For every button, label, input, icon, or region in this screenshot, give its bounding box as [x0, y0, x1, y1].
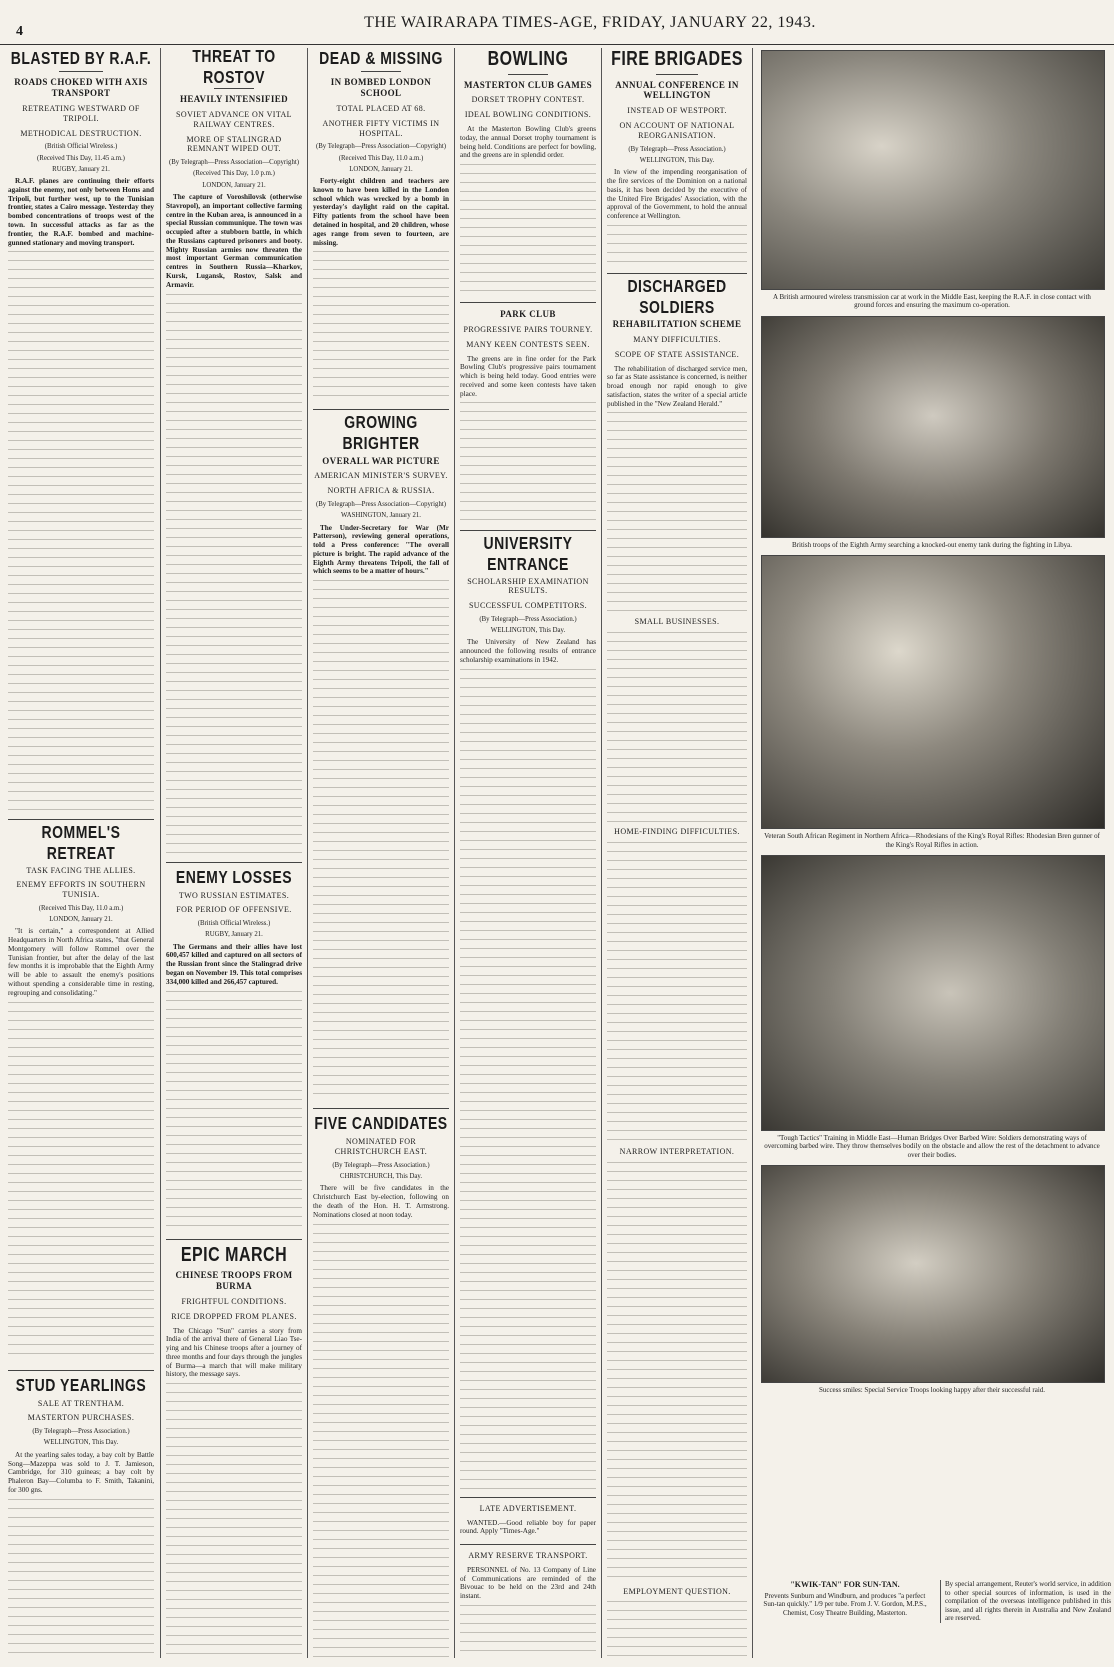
subheading-narrow-interpretation: NARROW INTERPRETATION. — [619, 1146, 735, 1156]
subheading: CHINESE TROOPS FROM BURMA — [175, 1270, 293, 1292]
headline-university-entrance: UNIVERSITY ENTRANCE — [483, 533, 573, 575]
notice-text: PERSONNEL of No. 13 Company of Line of Communications are reminded of the Bivouac to be held on the 23rd and 24th instant. — [460, 1565, 596, 1601]
headline-park-club: PARK CLUB — [500, 309, 556, 320]
divider — [8, 819, 154, 820]
notice-text: By special arrangement, Reuter's world service, in addition to other special sources of information, is used in the compilation of the overseas intelligence published in this issue, and all rights therein in Australia and New Zealand are reserved. — [945, 1580, 1111, 1623]
byline: (Received This Day, 11.45 a.m.) — [37, 154, 125, 162]
divider — [460, 302, 596, 303]
photo-barbed-wire-training — [761, 855, 1105, 1131]
ad-title: "KWIK-TAN" FOR SUN-TAN. — [790, 1580, 900, 1589]
subheading: TWO RUSSIAN ESTIMATES. — [178, 890, 290, 900]
divider — [508, 74, 549, 75]
subheading: FRIGHTFUL CONDITIONS. — [181, 1297, 287, 1307]
byline: (By Telegraph—Press Association.) — [479, 615, 577, 623]
subheading: NORTH AFRICA & RUSSIA. — [327, 486, 435, 496]
article-body-text — [607, 842, 747, 1142]
byline: (By Telegraph—Press Association—Copyright) — [168, 159, 300, 167]
article-body-text — [607, 1162, 747, 1582]
column-1 — [8, 48, 154, 1658]
photo-caption: Veteran South African Regiment in Northern Africa—Rhodesians of the King's Royal Rifles: Rhodesian Bren gunner of the King's Royal Rifles in action. — [764, 832, 1100, 849]
subheading: IDEAL BOWLING CONDITIONS. — [464, 110, 592, 120]
reuters-notice — [940, 1580, 1111, 1623]
subheading: ANOTHER FIFTY VICTIMS IN HOSPITAL. — [322, 118, 440, 138]
dateline: CHRISTCHURCH, This Day. — [339, 1173, 423, 1181]
headline-late-advertisement: LATE ADVERTISEMENT. — [479, 1503, 577, 1513]
subheading: ROADS CHOKED WITH AXIS TRANSPORT — [14, 77, 148, 99]
photo-column — [758, 48, 1106, 1660]
column-rule — [307, 48, 308, 1658]
divider — [460, 1497, 596, 1498]
dateline: LONDON, January 21. — [202, 181, 266, 189]
headline-discharged-soldiers: DISCHARGED SOLDIERS — [627, 275, 727, 318]
dateline: LONDON, January 21. — [49, 916, 113, 924]
subheading: ANNUAL CONFERENCE IN WELLINGTON — [615, 79, 739, 101]
byline: (By Telegraph—Press Association—Copyright) — [315, 500, 447, 508]
subheading: METHODICAL DESTRUCTION. — [20, 128, 142, 138]
article-body-text — [607, 225, 747, 265]
divider — [460, 530, 596, 531]
article-body-text — [8, 1499, 154, 1658]
photo-caption: British troops of the Eighth Army searching a knocked-out enemy tank during the fighting in Libya. — [792, 540, 1072, 549]
photo-special-service-troops — [761, 1165, 1105, 1383]
masthead — [0, 0, 1114, 45]
article-lead: "It is certain," a correspondent at Allied Headquarters in North Africa states, "that General Montgomery will follow Rommel over the Tunisian frontier, but after the delay of the last few months it is improbable that the Eighth Army will be able to assault the enemy's positions without spending a considerable time in resting, regrouping and consolidating." — [8, 927, 154, 997]
article-lead: The greens are in fine order for the Park Bowling Club's progressive pairs tournament which is being held today. Good entries were received and some keen contests have taken place. — [460, 354, 596, 398]
headline-blasted-by-raf: BLASTED BY R.A.F. — [10, 48, 152, 68]
headline-enemy-losses: ENEMY LOSSES — [175, 866, 293, 887]
divider — [313, 409, 449, 410]
article-body-text — [607, 412, 747, 612]
article-lead: The Under-Secretary for War (Mr Patterson), reviewing general operations, told a Press conference: "The overall picture is bright. The rapid advance of the Eighth Army threatens Tripoli, the fall of which seems to be a matter of hours." — [313, 523, 449, 576]
byline: (By Telegraph—Press Association.) — [628, 145, 726, 153]
subheading: ON ACCOUNT OF NATIONAL REORGANISATION. — [619, 121, 735, 140]
headline-five-candidates: FIVE CANDIDATES — [314, 1113, 448, 1134]
divider — [59, 71, 103, 72]
divider — [8, 1370, 154, 1371]
column-rule — [160, 48, 161, 1658]
subheading: IN BOMBED LONDON SCHOOL — [330, 77, 432, 99]
subheading: RETREATING WESTWARD OF TRIPOLI. — [22, 104, 140, 123]
subheading: INSTEAD OF WESTPORT. — [627, 106, 727, 116]
article-body-text — [607, 632, 747, 822]
newspaper-title: THE WAIRARAPA TIMES-AGE, FRIDAY, JANUARY 22, 1943. — [364, 14, 816, 31]
divider — [361, 71, 402, 72]
byline: (Received This Day, 11.0 a.m.) — [38, 904, 124, 912]
article-body-text — [166, 991, 302, 1231]
column-rule — [601, 48, 602, 1658]
article-lead: Forty-eight children and teachers are known to have been killed in the London school which was wrecked by a bomb in yesterday's daylight raid on the capital. Fifty patients from the school have been detained in hospital, and 20 children, whose ages range from seven to fourteen, are missing. — [313, 177, 449, 247]
dateline: WASHINGTON, January 21. — [341, 512, 421, 520]
article-lead: The Chicago "Sun" carries a story from India of the arrival there of General Liao Tse-ying and his Chinese troops after a journey of three months and four days through the jungles of Burma—a march that will make military history, the message says. — [166, 1326, 302, 1379]
divider — [460, 1544, 596, 1545]
subheading: DORSET TROPHY CONTEST. — [471, 95, 585, 105]
article-lead: R.A.F. planes are continuing their efforts against the enemy, not only between Homs and Tripoli, but further west, up to the Tunisian frontier, states a Cairo message. Yesterday they bombed concentrations of troops west of the town. In successful attacks as far as the frontier, the R.A.F. bombed and machine-gunned stationary and moving transport. — [8, 177, 154, 247]
article-lead: The University of New Zealand has announced the following results of entrance scholarship examinations in 1942. — [460, 638, 596, 665]
subheading: MASTERTON PURCHASES. — [27, 1413, 135, 1423]
advertisement-text: WANTED.—Good reliable boy for paper round. Apply "Times-Age." — [460, 1518, 596, 1536]
subheading: SOVIET ADVANCE ON VITAL RAILWAY CENTRES. — [176, 110, 292, 129]
article-body-text — [166, 1383, 302, 1658]
subheading: MANY KEEN CONTESTS SEEN. — [466, 339, 590, 349]
photo-bren-gunner — [761, 555, 1105, 829]
article-lead: At the Masterton Bowling Club's greens today, the annual Dorset trophy tournament is being held. Conditions are perfect for bowling, and the greens are in splendid order. — [460, 124, 596, 160]
headline-threat-to-rostov: THREAT TO ROSTOV — [192, 48, 276, 88]
subheading: ENEMY EFFORTS IN SOUTHERN TUNISIA. — [16, 880, 146, 900]
article-body-text — [8, 251, 154, 811]
article-body-text — [313, 251, 449, 401]
subheading: OVERALL WAR PICTURE — [322, 455, 440, 466]
subheading: PROGRESSIVE PAIRS TOURNEY. — [463, 325, 593, 335]
photo-caption: Success smiles: Special Service Troops looking happy after their successful raid. — [818, 1386, 1046, 1395]
dateline: LONDON, January 21. — [349, 165, 413, 173]
headline-stud-yearlings: STUD YEARLINGS — [15, 1374, 147, 1395]
divider — [313, 1108, 449, 1109]
subheading: REHABILITATION SCHEME — [612, 319, 742, 330]
dateline: WELLINGTON, This Day. — [639, 156, 715, 164]
ad-body: Prevents Sunburn and Windburn, and produces "a perfect Sun-tan quickly." 1/9 per tube. From J. V. Gordon, M.P.S., Chemist, Cosy Theatre Building, Masterton. — [763, 1591, 927, 1617]
divider — [656, 74, 698, 75]
subheading: SCOPE OF STATE ASSISTANCE. — [614, 349, 740, 359]
article-body-text — [313, 580, 449, 1100]
column-4 — [460, 48, 596, 1658]
subheading-employment-question: EMPLOYMENT QUESTION. — [623, 1586, 731, 1596]
byline: (British Official Wireless.) — [197, 920, 271, 928]
headline-dead-and-missing: DEAD & MISSING — [319, 48, 443, 68]
column-5 — [607, 48, 747, 1658]
article-body-text — [460, 669, 596, 1489]
article-body-text — [460, 402, 596, 522]
byline: (By Telegraph—Press Association—Copyright) — [315, 143, 447, 151]
divider — [607, 273, 747, 274]
subheading: TOTAL PLACED AT 68. — [336, 104, 426, 114]
column-2 — [166, 48, 302, 1658]
divider — [166, 1239, 302, 1240]
byline: (By Telegraph—Press Association.) — [32, 1428, 130, 1436]
subheading: MASTERTON CLUB GAMES — [463, 79, 593, 90]
subheading: NOMINATED FOR CHRISTCHURCH EAST. — [334, 1137, 428, 1157]
kwik-tan-advertisement — [760, 1580, 930, 1617]
article-body-text — [8, 1002, 154, 1362]
subheading: MORE OF STALINGRAD REMNANT WIPED OUT. — [186, 134, 282, 154]
headline-bowling: BOWLING — [487, 48, 569, 71]
photo-caption: "Tough Tactics" Training in Middle East—Human Bridges Over Barbed Wire: Soldiers demonstrating ways of overcoming barbed wire. They throw themselves bodily on the obstacle and allow the rest of the detachment to advance over their bodies. — [764, 1133, 1100, 1159]
headline-fire-brigades: FIRE BRIGADES — [611, 48, 743, 71]
byline: (Received This Day, 1.0 p.m.) — [193, 170, 275, 178]
article-lead: The capture of Voroshilovsk (otherwise Stavropol), an important collective farming centre in the Kuban area, is announced in a special Russian communique. The town was occupied after a stubborn battle, in which the Russians captured prisoners and booty. Mighty Russian armies now threaten the most important German communication centres in Southern Russia—Kharkov, Kursk, Lugansk, Rostov, Salsk and Armavir. — [166, 192, 302, 289]
headline-army-reserve-transport: ARMY RESERVE TRANSPORT. — [468, 1551, 588, 1561]
subheading: HEAVILY INTENSIFIED — [179, 94, 289, 105]
headline-epic-march: EPIC MARCH — [180, 1244, 288, 1266]
subheading: MANY DIFFICULTIES. — [633, 335, 721, 345]
article-body-text — [460, 1605, 596, 1658]
article-body-text — [313, 1224, 449, 1659]
dateline: RUGBY, January 21. — [52, 165, 110, 173]
page-number: 4 — [16, 24, 23, 39]
subheading-small-businesses: SMALL BUSINESSES. — [634, 617, 720, 627]
divider — [166, 862, 302, 863]
dateline: WELLINGTON, This Day. — [490, 627, 566, 635]
byline: (British Official Wireless.) — [44, 143, 118, 151]
subheading: SCHOLARSHIP EXAMINATION RESULTS. — [467, 576, 589, 596]
article-lead: At the yearling sales today, a bay colt by Battle Song—Mazeppa was sold to J. T. Jamieson, Cambridge, for 310 guineas; a bay colt by Phaleron Bay—Columba to F. Smith, Takanini, for 300 gns. — [8, 1450, 154, 1494]
dateline: WELLINGTON, This Day. — [43, 1439, 119, 1447]
subheading: FOR PERIOD OF OFFENSIVE. — [176, 905, 292, 915]
subheading: AMERICAN MINISTER'S SURVEY. — [314, 471, 448, 481]
article-lead: In view of the impending reorganisation of the fire services of the Dominion on a national basis, it has been decided by the executive of the United Fire Brigades' Association, with the approval of the Government, to hold the annual conference at Wellington. — [607, 168, 747, 221]
headline-growing-brighter: GROWING BRIGHTER — [342, 412, 420, 454]
subheading-home-finding: HOME-FINDING DIFFICULTIES. — [614, 827, 740, 837]
article-lead: The Germans and their allies have lost 600,457 killed and captured on all sectors of the Russian front since the Stalingrad drive began on November 19. This total comprises 334,000 killed and 266,457 captured. — [166, 942, 302, 986]
byline: (Received This Day, 11.0 a.m.) — [338, 154, 424, 162]
photo-armoured-wireless-car — [761, 50, 1105, 290]
column-rule — [454, 48, 455, 1658]
column-3 — [313, 48, 449, 1658]
article-body-text — [607, 1601, 747, 1658]
subheading: RICE DROPPED FROM PLANES. — [171, 1311, 297, 1321]
dateline: RUGBY, January 21. — [205, 931, 263, 939]
article-lead: There will be five candidates in the Christchurch East by-election, following on the death of the Hon. H. T. Armstrong. Nominations closed at noon today. — [313, 1184, 449, 1219]
byline: (By Telegraph—Press Association.) — [332, 1161, 430, 1169]
article-body-text — [460, 164, 596, 294]
headline-rommels-retreat: ROMMEL'S RETREAT — [41, 822, 121, 864]
subheading: SALE AT TRENTHAM. — [37, 1398, 125, 1408]
column-rule — [752, 48, 753, 1658]
article-lead: The rehabilitation of discharged service men, so far as State assistance is concerned, is neither broad enough nor rapid enough to give satisfaction, states the writer of a special article published in the "New Zealand Herald." — [607, 364, 747, 408]
subheading: SUCCESSFUL COMPETITORS. — [468, 601, 588, 611]
photo-caption: A British armoured wireless transmission car at work in the Middle East, keeping the R.A.F. in close contact with ground forces and ensuring the maximum co-operation. — [773, 293, 1091, 310]
article-body-text — [166, 294, 302, 854]
photo-knocked-out-tank — [761, 316, 1105, 538]
subheading: TASK FACING THE ALLIES. — [26, 865, 136, 875]
